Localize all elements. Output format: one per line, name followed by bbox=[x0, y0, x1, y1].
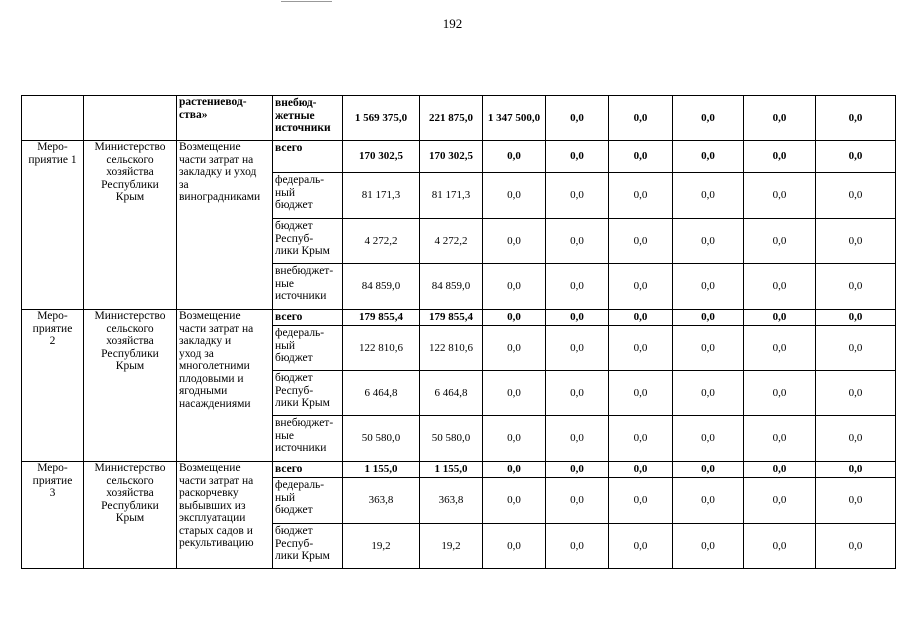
value-cell: 0,0 bbox=[546, 219, 609, 264]
value-cell: 19,2 bbox=[343, 524, 420, 569]
table-row bbox=[22, 462, 896, 478]
value-cell: 0,0 bbox=[609, 462, 673, 478]
value-cell: 0,0 bbox=[609, 310, 673, 326]
value-cell: 0,0 bbox=[744, 326, 816, 371]
event-cell bbox=[22, 96, 84, 141]
value-cell: 0,0 bbox=[673, 462, 744, 478]
value-cell: 0,0 bbox=[816, 96, 896, 141]
value-cell: 0,0 bbox=[744, 310, 816, 326]
value-cell: 0,0 bbox=[816, 524, 896, 569]
value-cell: 0,0 bbox=[546, 371, 609, 416]
funding-source-cell: федераль- ный бюджет bbox=[273, 173, 343, 219]
value-cell: 0,0 bbox=[673, 416, 744, 462]
value-cell: 0,0 bbox=[483, 478, 546, 524]
value-cell: 0,0 bbox=[609, 371, 673, 416]
value-cell: 0,0 bbox=[673, 310, 744, 326]
description-cell: Возмещение части затрат на закладку и уход за многолетними плодовыми и ягодными насаждениями bbox=[177, 310, 273, 462]
value-cell: 0,0 bbox=[673, 478, 744, 524]
budget-table bbox=[21, 95, 896, 569]
value-cell: 1 569 375,0 bbox=[343, 96, 420, 141]
value-cell: 170 302,5 bbox=[420, 141, 483, 173]
value-cell: 0,0 bbox=[609, 326, 673, 371]
value-cell: 0,0 bbox=[744, 462, 816, 478]
value-cell: 0,0 bbox=[546, 462, 609, 478]
funding-source-cell: внебюд- жетные источники bbox=[273, 96, 343, 141]
value-cell: 0,0 bbox=[546, 326, 609, 371]
value-cell: 0,0 bbox=[483, 524, 546, 569]
description-cell: Возмещение части затрат на закладку и уход за виноградниками bbox=[177, 141, 273, 310]
value-cell: 0,0 bbox=[609, 478, 673, 524]
value-cell: 50 580,0 bbox=[343, 416, 420, 462]
value-cell: 0,0 bbox=[673, 264, 744, 310]
value-cell: 0,0 bbox=[483, 416, 546, 462]
table-row bbox=[22, 96, 896, 141]
value-cell: 0,0 bbox=[483, 173, 546, 219]
funding-source-cell: бюджет Респуб- лики Крым bbox=[273, 524, 343, 569]
value-cell: 0,0 bbox=[816, 219, 896, 264]
value-cell: 0,0 bbox=[816, 371, 896, 416]
value-cell: 0,0 bbox=[546, 416, 609, 462]
value-cell: 0,0 bbox=[546, 478, 609, 524]
value-cell: 1 155,0 bbox=[343, 462, 420, 478]
responsible-cell: Министерство сельского хозяйства Республики Крым bbox=[84, 462, 177, 569]
value-cell: 0,0 bbox=[609, 173, 673, 219]
value-cell: 0,0 bbox=[609, 96, 673, 141]
funding-source-cell: федераль- ный бюджет bbox=[273, 478, 343, 524]
value-cell: 0,0 bbox=[816, 141, 896, 173]
value-cell: 0,0 bbox=[673, 371, 744, 416]
value-cell: 122 810,6 bbox=[420, 326, 483, 371]
responsible-cell: Министерство сельского хозяйства Республики Крым bbox=[84, 310, 177, 462]
responsible-cell: Министерство сельского хозяйства Республики Крым bbox=[84, 141, 177, 310]
value-cell: 0,0 bbox=[673, 326, 744, 371]
value-cell: 84 859,0 bbox=[420, 264, 483, 310]
value-cell: 0,0 bbox=[546, 310, 609, 326]
value-cell: 0,0 bbox=[546, 264, 609, 310]
value-cell: 363,8 bbox=[420, 478, 483, 524]
value-cell: 0,0 bbox=[816, 462, 896, 478]
value-cell: 0,0 bbox=[744, 264, 816, 310]
description-cell: Возмещение части затрат на раскорчевку выбывших из эксплуатации старых садов и рекультивацию bbox=[177, 462, 273, 569]
value-cell: 0,0 bbox=[609, 219, 673, 264]
value-cell: 179 855,4 bbox=[343, 310, 420, 326]
value-cell: 0,0 bbox=[483, 219, 546, 264]
value-cell: 0,0 bbox=[609, 264, 673, 310]
value-cell: 0,0 bbox=[483, 264, 546, 310]
value-cell: 0,0 bbox=[744, 96, 816, 141]
value-cell: 0,0 bbox=[546, 524, 609, 569]
event-cell: Меро- приятие 1 bbox=[22, 141, 84, 310]
value-cell: 0,0 bbox=[673, 173, 744, 219]
funding-source-cell: бюджет Респуб- лики Крым bbox=[273, 219, 343, 264]
value-cell: 81 171,3 bbox=[343, 173, 420, 219]
value-cell: 363,8 bbox=[343, 478, 420, 524]
value-cell: 0,0 bbox=[483, 141, 546, 173]
value-cell: 6 464,8 bbox=[420, 371, 483, 416]
value-cell: 0,0 bbox=[744, 219, 816, 264]
value-cell: 4 272,2 bbox=[420, 219, 483, 264]
value-cell: 0,0 bbox=[483, 371, 546, 416]
value-cell: 0,0 bbox=[673, 219, 744, 264]
value-cell: 0,0 bbox=[483, 462, 546, 478]
description-cell: растениевод- ства» bbox=[177, 96, 273, 141]
value-cell: 0,0 bbox=[816, 264, 896, 310]
value-cell: 0,0 bbox=[816, 173, 896, 219]
value-cell: 1 155,0 bbox=[420, 462, 483, 478]
value-cell: 84 859,0 bbox=[343, 264, 420, 310]
value-cell: 0,0 bbox=[744, 524, 816, 569]
funding-source-cell: всего bbox=[273, 462, 343, 478]
value-cell: 0,0 bbox=[609, 141, 673, 173]
value-cell: 0,0 bbox=[816, 326, 896, 371]
value-cell: 0,0 bbox=[744, 371, 816, 416]
top-rule bbox=[281, 1, 332, 2]
value-cell: 0,0 bbox=[816, 416, 896, 462]
value-cell: 0,0 bbox=[744, 478, 816, 524]
funding-source-cell: всего bbox=[273, 310, 343, 326]
page-number: 192 bbox=[442, 16, 463, 31]
value-cell: 0,0 bbox=[609, 524, 673, 569]
responsible-cell bbox=[84, 96, 177, 141]
value-cell: 170 302,5 bbox=[343, 141, 420, 173]
funding-source-cell: всего bbox=[273, 141, 343, 173]
value-cell: 0,0 bbox=[673, 96, 744, 141]
value-cell: 0,0 bbox=[546, 173, 609, 219]
table-row bbox=[22, 310, 896, 326]
value-cell: 0,0 bbox=[816, 478, 896, 524]
value-cell: 81 171,3 bbox=[420, 173, 483, 219]
funding-source-cell: внебюджет- ные источники bbox=[273, 416, 343, 462]
value-cell: 0,0 bbox=[673, 524, 744, 569]
funding-source-cell: федераль- ный бюджет bbox=[273, 326, 343, 371]
value-cell: 0,0 bbox=[609, 416, 673, 462]
value-cell: 221 875,0 bbox=[420, 96, 483, 141]
value-cell: 0,0 bbox=[744, 173, 816, 219]
value-cell: 0,0 bbox=[546, 141, 609, 173]
value-cell: 122 810,6 bbox=[343, 326, 420, 371]
value-cell: 50 580,0 bbox=[420, 416, 483, 462]
value-cell: 19,2 bbox=[420, 524, 483, 569]
value-cell: 0,0 bbox=[546, 96, 609, 141]
event-cell: Меро- приятие 2 bbox=[22, 310, 84, 462]
value-cell: 179 855,4 bbox=[420, 310, 483, 326]
value-cell: 1 347 500,0 bbox=[483, 96, 546, 141]
value-cell: 0,0 bbox=[744, 416, 816, 462]
value-cell: 0,0 bbox=[744, 141, 816, 173]
event-cell: Меро- приятие 3 bbox=[22, 462, 84, 569]
table-row bbox=[22, 141, 896, 173]
value-cell: 0,0 bbox=[816, 310, 896, 326]
value-cell: 6 464,8 bbox=[343, 371, 420, 416]
funding-source-cell: бюджет Респуб- лики Крым bbox=[273, 371, 343, 416]
funding-source-cell: внебюджет- ные источники bbox=[273, 264, 343, 310]
value-cell: 0,0 bbox=[673, 141, 744, 173]
value-cell: 0,0 bbox=[483, 326, 546, 371]
value-cell: 0,0 bbox=[483, 310, 546, 326]
value-cell: 4 272,2 bbox=[343, 219, 420, 264]
